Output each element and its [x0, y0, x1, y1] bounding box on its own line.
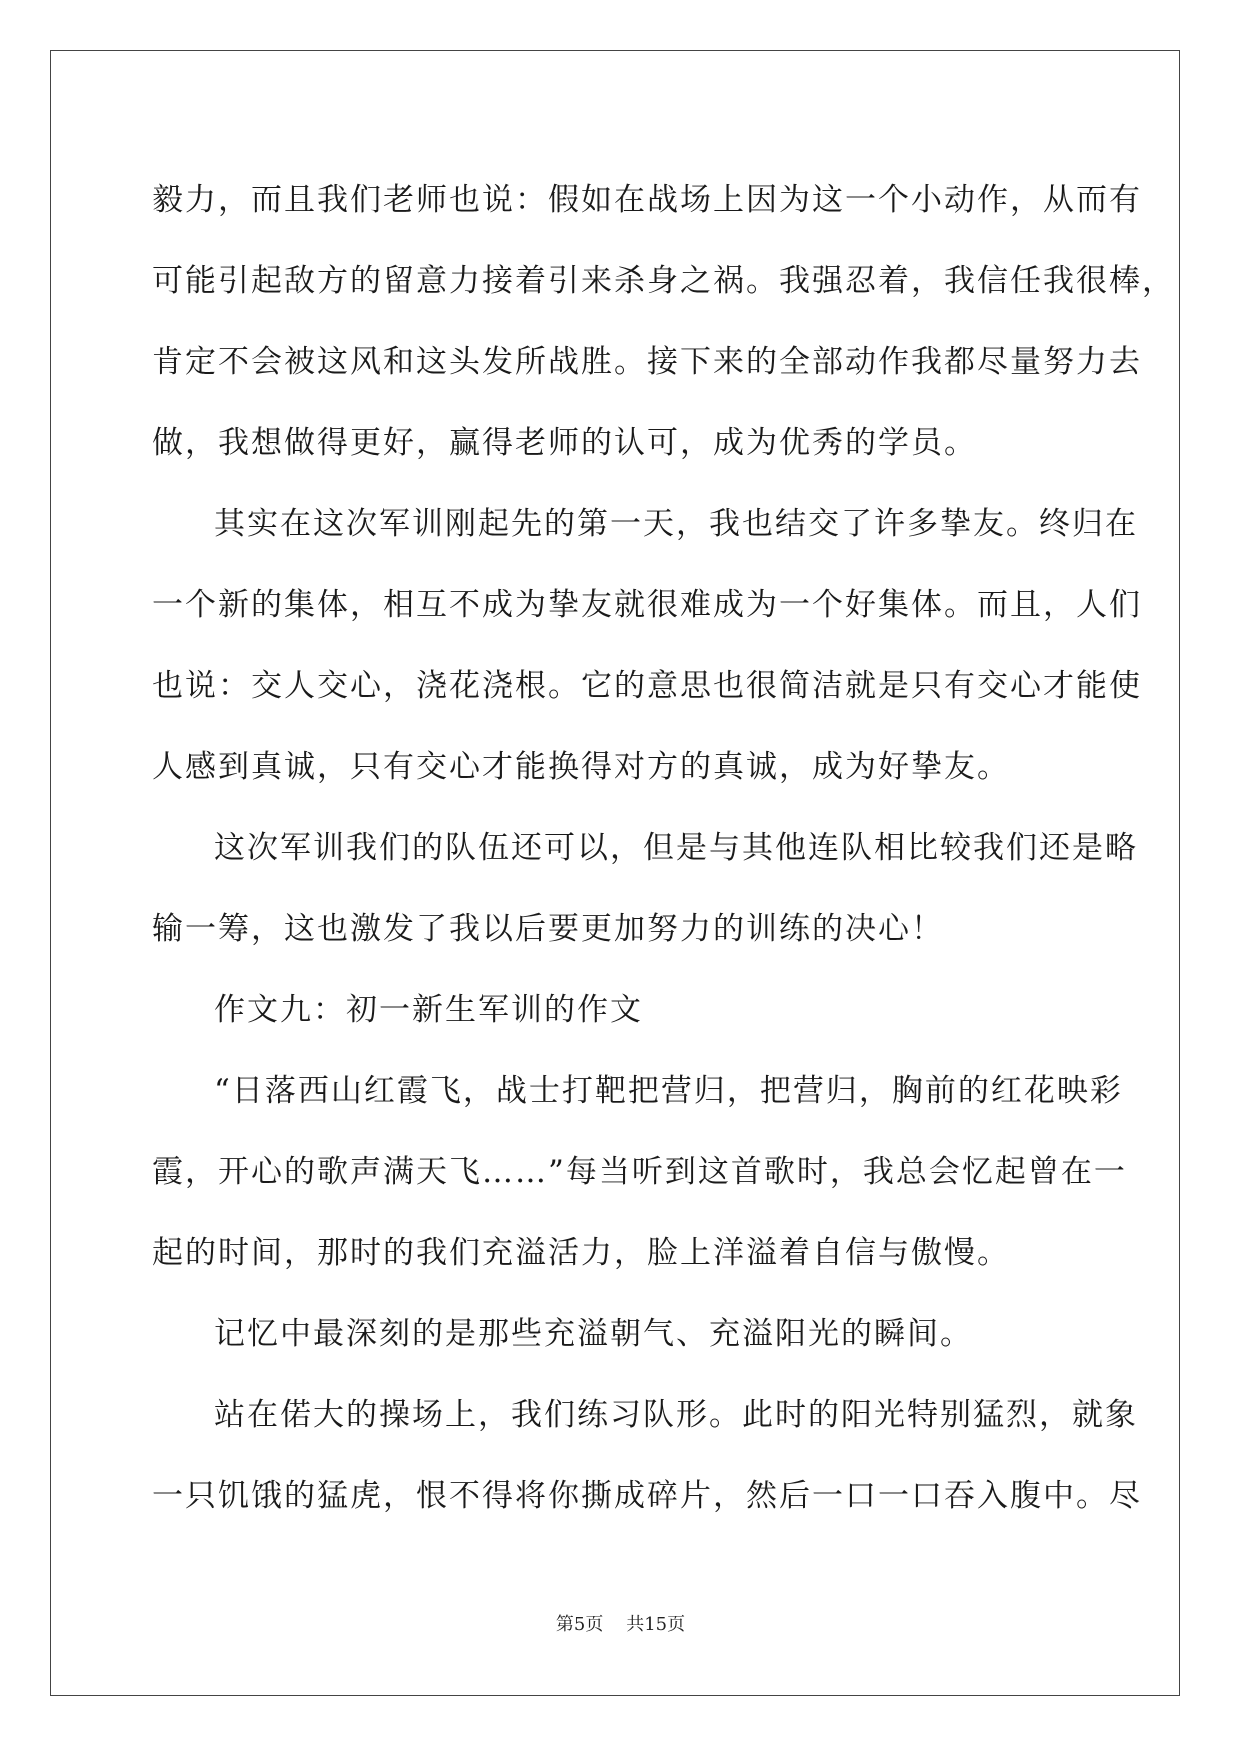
paragraph-start-line: 记忆中最深刻的是那些充溢朝气、充溢阳光的瞬间。 — [214, 1316, 973, 1352]
text-line: 人感到真诚，只有交心才能换得对方的真诚，成为好挚友。 — [152, 749, 1010, 785]
text-line: 肯定不会被这风和这头发所战胜。接下来的全部动作我都尽量努力去 — [152, 344, 1142, 380]
paragraph-start-line: “日落西山红霞飞，战士打靶把营归，把营归，胸前的红花映彩 — [214, 1073, 1123, 1109]
section-heading: 作文九：初一新生军训的作文 — [214, 992, 643, 1028]
text-line: 一只饥饿的猛虎，恨不得将你撕成碎片，然后一口一口吞入腹中。尽 — [152, 1478, 1142, 1514]
text-line: 起的时间，那时的我们充溢活力，脸上洋溢着自信与傲慢。 — [152, 1235, 1010, 1271]
text-line: 也说：交人交心，浇花浇根。它的意思也很简洁就是只有交心才能使 — [152, 668, 1142, 704]
text-line: 做，我想做得更好，赢得老师的认可，成为优秀的学员。 — [152, 425, 977, 461]
document-body — [152, 160, 1175, 1537]
text-line: 可能引起敌方的留意力接着引来杀身之祸。我强忍着，我信任我很棒， — [152, 263, 1175, 299]
page-number-footer: 第5页 共15页 — [555, 1614, 686, 1635]
paragraph-start-line: 其实在这次军训刚起先的第一天，我也结交了许多挚友。终归在 — [214, 506, 1138, 542]
text-line: 输一筹，这也激发了我以后要更加努力的训练的决心！ — [152, 911, 944, 947]
paragraph-start-line: 站在偌大的操场上，我们练习队形。此时的阳光特别猛烈，就象 — [214, 1397, 1138, 1433]
paragraph-start-line: 这次军训我们的队伍还可以，但是与其他连队相比较我们还是略 — [214, 830, 1138, 866]
text-line: 毅力，而且我们老师也说：假如在战场上因为这一个小动作，从而有 — [152, 182, 1142, 218]
text-line: 一个新的集体，相互不成为挚友就很难成为一个好集体。而且，人们 — [152, 587, 1142, 623]
text-line: 霞，开心的歌声满天飞……”每当听到这首歌时，我总会忆起曾在一 — [152, 1154, 1127, 1190]
